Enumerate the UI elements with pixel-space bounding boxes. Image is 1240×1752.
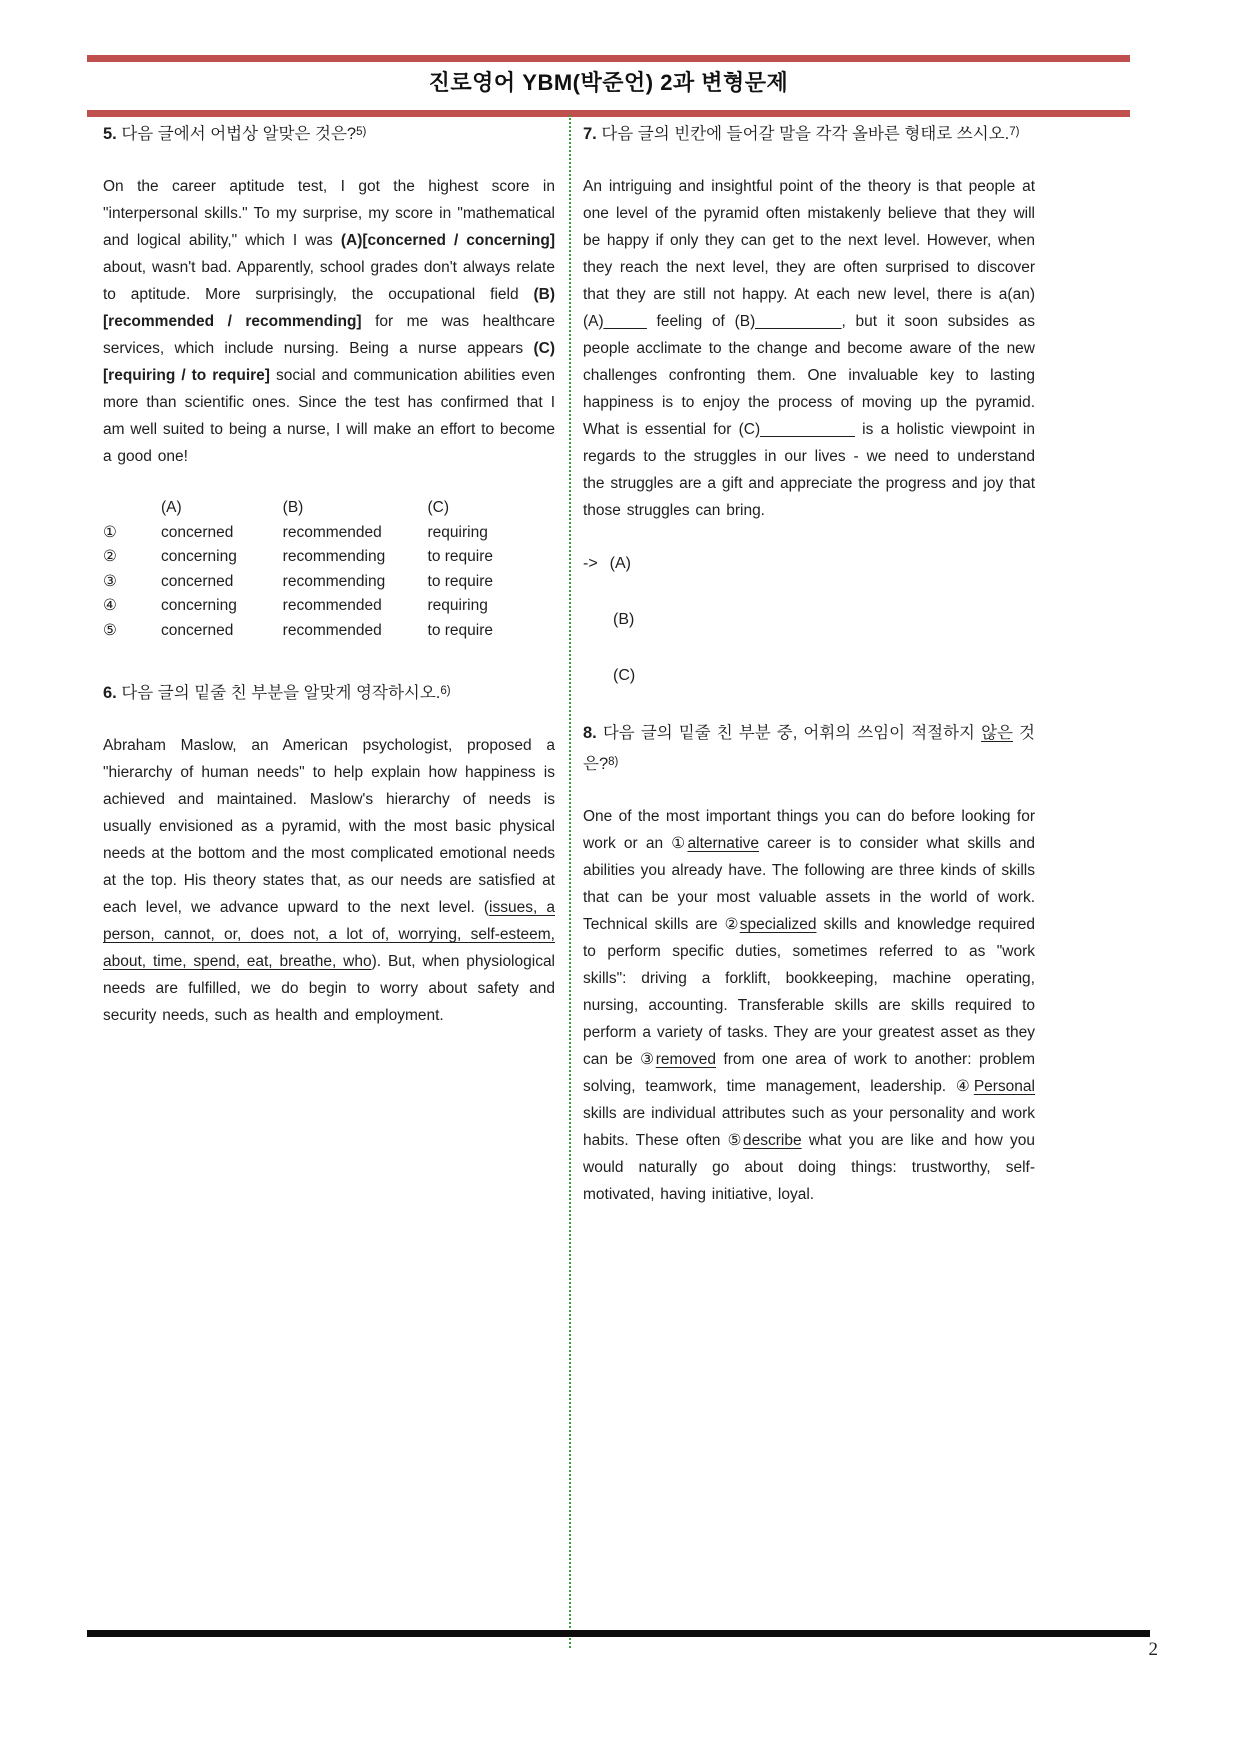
question-8-prompt: 8. 다음 글의 밑줄 친 부분 중, 어휘의 쓰임이 적절하지 않은 것은?$^{8)}$	[583, 724, 1035, 773]
option-b-value: recommended	[282, 523, 382, 541]
option-a-value: concerning	[161, 548, 237, 565]
q5-options-table	[103, 496, 555, 643]
option-number: ⑤	[103, 621, 117, 639]
option-b-value: recommended	[282, 621, 382, 639]
q5-options-header	[103, 496, 555, 521]
question-8	[583, 719, 1035, 1208]
footer-rule	[87, 1630, 1150, 1637]
option-number: ③	[103, 572, 117, 590]
question-5	[103, 118, 555, 643]
option-c-value: to require	[427, 621, 493, 639]
question-5-passage: On the career aptitude test, I got the highest score in "interpersonal skills." To my surprise, my score in "mathematical and logical ability," which I was (A)[concerned / concerning] about, wasn't bad. Apparently, school grades don't always relate to aptitude. More surprisingly, the occupational field (B)[recommended / recommending] for me was healthcare services, which include nursing. Being a nurse appears (C)[requiring / to require] social and communication abilities even more than scientific ones. Since the test has confirmed that I am well suited to being a nurse, I will make an effort to become a good one!	[103, 178, 556, 465]
question-6-passage: Abraham Maslow, an American psychologist, proposed a "hierarchy of human needs" to help explain how happiness is achieved and maintained. Maslow's hierarchy of needs is usually envisioned as a pyramid, with the most basic physical needs at the bottom and the most complicated emotional needs at the top. His theory states that, as our needs are satisfied at each level, we advance upward to the next level. (issues, a person, cannot, or, does not, a lot of, worrying, self-esteem, about, time, spend, eat, breathe, who). But, when physiological needs are fulfilled, we do begin to worry about safety and security needs, such as health and employment.	[103, 737, 556, 1024]
q5-option-3	[103, 570, 555, 595]
question-8-passage: One of the most important things you can do before looking for work or an ①alternative career is to consider what skills and abilities you already have. The following are three kinds of skills that can be your most valuable assets in the world of work. Technical skills are ②specialized skills and knowledge required to perform specific duties, sometimes referred to as "work skills": driving a forklift, bookkeeping, machine operating, nursing, accounting. Transferable skills are skills required to perform a variety of tasks. They are your greatest asset as they can be ③removed from one area of work to another: problem solving, teamwork, time management, leadership. ④Personal skills are individual attributes such as your personality and work habits. These often ⑤describe what you are like and how you would naturally go about doing things: trustworthy, self-motivated, having initiative, loyal.	[583, 808, 1035, 1203]
page-number: 2	[1148, 1639, 1158, 1660]
answer-b-label: (B)	[613, 611, 635, 628]
document-title: 진로영어 YBM(박준언) 2과 변형문제	[428, 70, 789, 95]
answer-a-label: (A)	[609, 555, 631, 572]
option-b-value: recommending	[282, 572, 386, 590]
option-a-value: concerned	[161, 621, 234, 639]
question-6-prompt: 6. 다음 글의 밑줄 친 부분을 알맞게 영작하시오.$^{6)}$	[103, 684, 451, 702]
header-rule-bottom	[87, 110, 1130, 117]
option-c-value: requiring	[427, 523, 488, 541]
option-number: ①	[103, 523, 117, 541]
option-c-value: to require	[427, 548, 493, 565]
q5-option-5	[103, 619, 555, 644]
q5-option-2	[103, 545, 555, 570]
col-header-a: (A)	[161, 499, 182, 516]
header-rule-top	[87, 55, 1130, 62]
col-header-c: (C)	[427, 499, 450, 516]
option-a-value: concerned	[161, 572, 234, 590]
question-6	[103, 677, 555, 1029]
q5-option-1	[103, 521, 555, 546]
answer-arrow: ->	[583, 555, 598, 572]
q7-answer-c	[583, 662, 1035, 689]
question-7-passage: An intriguing and insightful point of the theory is that people at one level of the pyramid often mistakenly believe that they will be happy if only they can get to the next level. However, when they reach the next level, they are often surprised to discover that they are still not happy. At each new level, there is a(an) (A)_____ feeling of (B)__________, but it soon subsides as people acclimate to the change and become aware of the new challenges confronting them. One invaluable key to lasting happiness is to enjoy the process of moving up the pyramid. What is essential for (C)___________ is a holistic viewpoint in regards to the struggles in our lives - we need to understand the struggles are a gift and appreciate the progress and joy that those struggles can bring.	[583, 178, 1035, 519]
option-number: ②	[103, 548, 117, 565]
q7-answer-a	[583, 550, 1035, 577]
q7-answer-b	[583, 606, 1035, 633]
question-7-prompt: 7. 다음 글의 빈칸에 들어갈 말을 각각 올바른 형태로 쓰시오.$^{7)}$	[583, 125, 1020, 143]
answer-c-label: (C)	[613, 667, 636, 684]
column-divider	[569, 115, 571, 1648]
col-header-b: (B)	[282, 499, 304, 516]
right-column	[583, 118, 1035, 1234]
option-number: ④	[103, 597, 117, 614]
option-b-value: recommending	[282, 548, 386, 565]
question-7	[583, 118, 1035, 689]
q5-option-4	[103, 594, 555, 619]
option-a-value: concerning	[161, 597, 237, 614]
option-b-value: recommended	[282, 597, 382, 614]
option-c-value: to require	[427, 572, 493, 590]
q7-answer-area	[583, 550, 1035, 689]
left-column	[103, 118, 555, 1055]
option-a-value: concerned	[161, 523, 234, 541]
option-c-value: requiring	[427, 597, 488, 614]
question-5-prompt: 5. 다음 글에서 어법상 알맞은 것은?$^{5)}$	[103, 125, 367, 143]
